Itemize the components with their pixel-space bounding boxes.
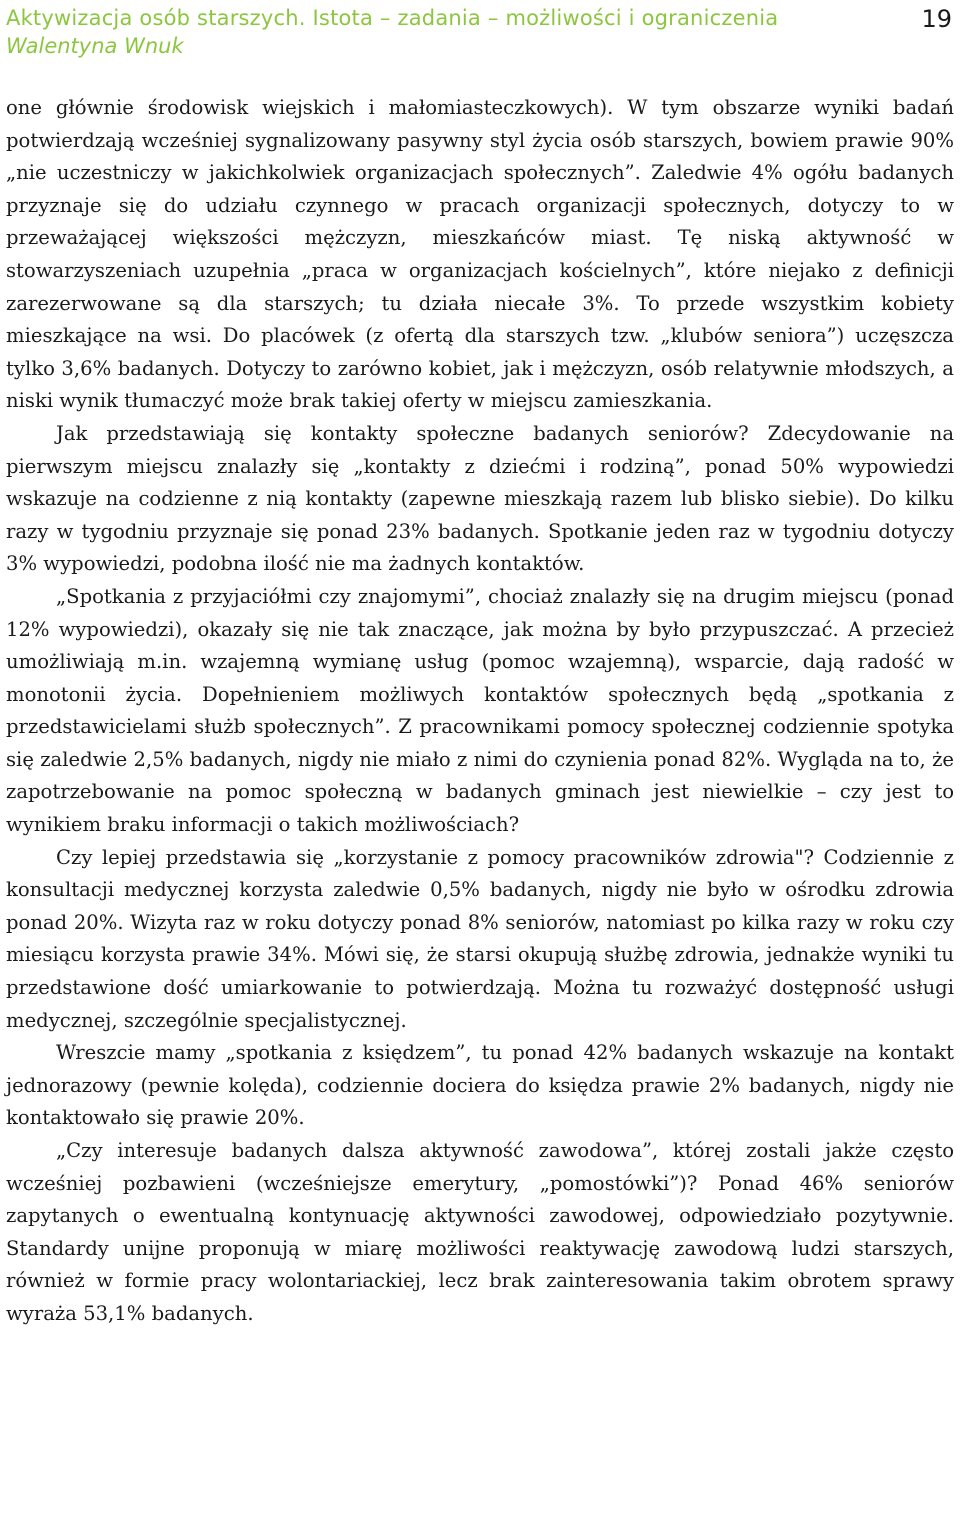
page-number: 19 (921, 5, 952, 33)
running-header-author: Walentyna Wnuk (6, 34, 184, 58)
paragraph-professional-activity: „Czy interesuje badanych dalsza aktywność zawodowa”, której zostali jakże często wcześniej pozbawieni (wcześniejsze emerytury, „pomostówki”)? Ponad 46% seniorów zapytanych o ewentualną kontynuację aktywności zawodowej, odpowiedziało pozytywnie. Standardy unijne proponują w miarę możliwości reaktywację zawodową ludzi starszych, również w formie pracy wolontariackiej, lecz brak zainteresowania takim obrotem sprawy wyraża 53,1% badanych. (6, 1139, 954, 1325)
running-header-title: Aktywizacja osób starszych. Istota – zadania – możliwości i ograniczenia (6, 6, 779, 30)
paragraph-continuation: one głównie środowisk wiejskich i małomiasteczkowych). W tym obszarze wyniki badań potwierdzają wcześniej sygnalizowany pasywny styl życia osób starszych, bowiem prawie 90% „nie uczestniczy w jakichkolwiek organizacjach społecznych”. Zaledwie 4% ogółu badanych przyznaje się do udziału czynnego w pracach organizacji społecznych, dotyczy to w przeważającej większości mężczyzn, mieszkańców miast. Tę niską aktywność w stowarzyszeniach uzupełnia „praca w organizacjach kościelnych”, które niejako z definicji zarezerwowane są dla starszych; tu działa niecałe 3%. To przede wszystkim kobiety mieszkające na wsi. Do placówek (z ofertą dla starszych tzw. „klubów seniora”) uczęszcza tylko 3,6% badanych. Dotyczy to zarówno kobiet, jak i mężczyzn, osób relatywnie młodszych, a niski wynik tłumaczyć może brak takiej oferty w miejscu zamieszkania. (6, 96, 954, 413)
paragraph-priest: Wreszcie mamy „spotkania z księdzem”, tu ponad 42% badanych wskazuje na kontakt jednorazowy (pewnie kolęda), codziennie dociera do księdza prawie 2% badanych, nigdy nie kontaktowało się prawie 20%. (6, 1041, 954, 1130)
paragraph-social-contacts: Jak przedstawiają się kontakty społeczne badanych seniorów? Zdecydowanie na pierwszym miejscu znalazły się „kontakty z dziećmi i rodziną”, ponad 50% wypowiedzi wskazuje na codzienne z nią kontakty (zapewne mieszkają razem lub blisko siebie). Do kilku razy w tygodniu przyznaje się ponad 23% badanych. Spotkanie jeden raz w tygodniu dotyczy 3% wypowiedzi, podobna ilość nie ma żadnych kontaktów. (6, 421, 954, 576)
paragraph-friends: „Spotkania z przyjaciółmi czy znajomymi”, chociaż znalazły się na drugim miejscu (ponad 12% wypowiedzi), okazały się nie tak znaczące, jak można by było przypuszczać. A przecież umożliwiają m.in. wzajemną wymianę usług (pomoc wzajemną), wsparcie, dają radość w monotonii życia. Dopełnieniem możliwych kontaktów społecznych będą „spotkania z przedstawicielami służb społecznych”. Z pracownikami pomocy społecznej codziennie spotyka się zaledwie 2,5% badanych, nigdy nie miało z nimi do czynienia ponad 82%. Wygląda na to, że zapotrzebowanie na pomoc społeczną w badanych gminach jest niewielkie – czy jest to wynikiem braku informacji o takich możliwościach? (6, 584, 954, 837)
paragraph-health-workers: Czy lepiej przedstawia się „korzystanie z pomocy pracowników zdrowia"? Codziennie z konsultacji medycznej korzysta zaledwie 0,5% badanych, nigdy nie było w ośrodku zdrowia ponad 20%. Wizyta raz w roku dotyczy ponad 8% seniorów, natomiast po kilka razy w roku czy miesiącu korzysta prawie 34%. Mówi się, że starsi okupują służbę zdrowia, jednakże wyniki tu przedstawione dość umiarkowanie to potwierdzają. Można tu rozważyć dostępność usługi medycznej, szczególnie specjalistycznej. (6, 845, 954, 1032)
article-body (6, 92, 954, 1331)
running-header (6, 4, 956, 64)
